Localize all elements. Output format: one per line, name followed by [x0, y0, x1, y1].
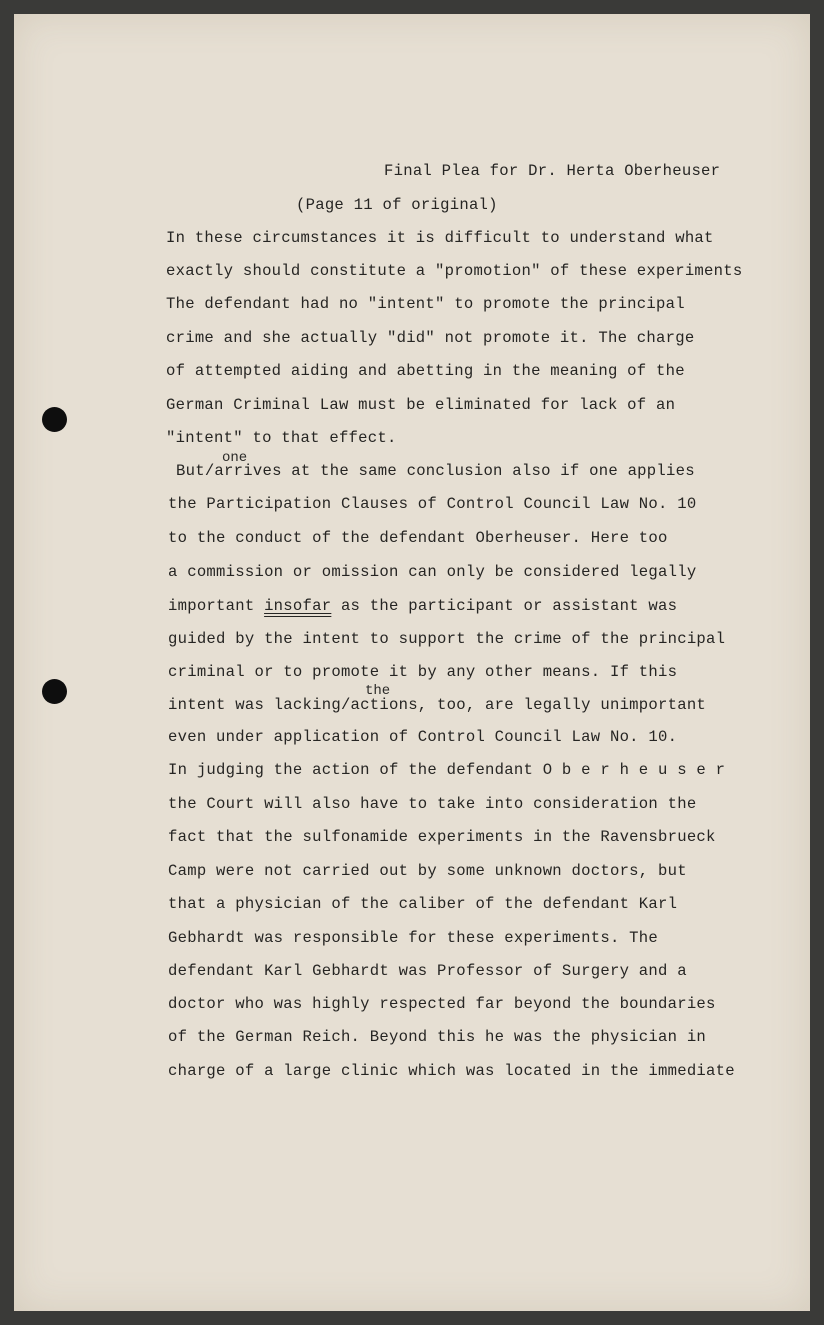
text-line-23: defendant Karl Gebhardt was Professor of Surgery and a	[168, 962, 687, 980]
text-line-19: fact that the sulfonamide experiments in the Ravensbrueck	[168, 828, 716, 846]
text-line-21: that a physician of the caliber of the defendant Karl	[168, 895, 678, 913]
text-line-4: crime and she actually "did" not promote it. The charge	[166, 329, 695, 347]
text-line-22: Gebhardt was responsible for these experiments. The	[168, 929, 658, 947]
text-line-15: intent was lacking/actions, too, are legally unimportant	[168, 696, 707, 714]
text-line-7: "intent" to that effect.	[166, 429, 397, 447]
text-line-24: doctor who was highly respected far beyond the boundaries	[168, 995, 716, 1013]
text-line-1: In these circumstances it is difficult to understand what	[166, 229, 714, 247]
text-line-3: The defendant had no "intent" to promote the principal	[166, 295, 685, 313]
text-line-17: In judging the action of the defendant O b e r h e u s e r	[168, 761, 726, 779]
underlined-word-insofar: insofar	[264, 597, 332, 615]
text-line-2: exactly should constitute a "promotion" of these experiments	[166, 262, 743, 280]
interlinear-insertion-one: one	[222, 450, 248, 466]
document-title: Final Plea for Dr. Herta Oberheuser	[384, 162, 721, 180]
text-line-25: of the German Reich. Beyond this he was the physician in	[168, 1028, 707, 1046]
text-line-12-before: important	[168, 597, 265, 615]
text-line-14: criminal or to promote it by any other means. If this	[168, 663, 678, 681]
text-line-9: the Participation Clauses of Control Council Law No. 10	[168, 495, 697, 513]
text-line-6: German Criminal Law must be eliminated for lack of an	[166, 396, 676, 414]
text-line-18: the Court will also have to take into consideration the	[168, 795, 697, 813]
text-line-12	[168, 597, 677, 615]
text-line-20: Camp were not carried out by some unknown doctors, but	[168, 862, 687, 880]
text-line-12-after: as the participant or assistant was	[331, 597, 678, 615]
document-subtitle: (Page 11 of original)	[296, 196, 498, 214]
text-line-5: of attempted aiding and abetting in the meaning of the	[166, 362, 685, 380]
text-line-13: guided by the intent to support the crime of the principal	[168, 630, 726, 648]
text-line-10: to the conduct of the defendant Oberheuser. Here too	[168, 529, 668, 547]
text-line-11: a commission or omission can only be considered legally	[168, 563, 697, 581]
punch-hole-bottom	[42, 679, 67, 704]
text-line-26: charge of a large clinic which was located in the immediate	[168, 1062, 735, 1080]
interlinear-insertion-the: the	[365, 683, 391, 699]
punch-hole-top	[42, 407, 67, 432]
text-line-8: But/arrives at the same conclusion also if one applies	[176, 462, 695, 480]
text-line-16: even under application of Control Council Law No. 10.	[168, 728, 678, 746]
